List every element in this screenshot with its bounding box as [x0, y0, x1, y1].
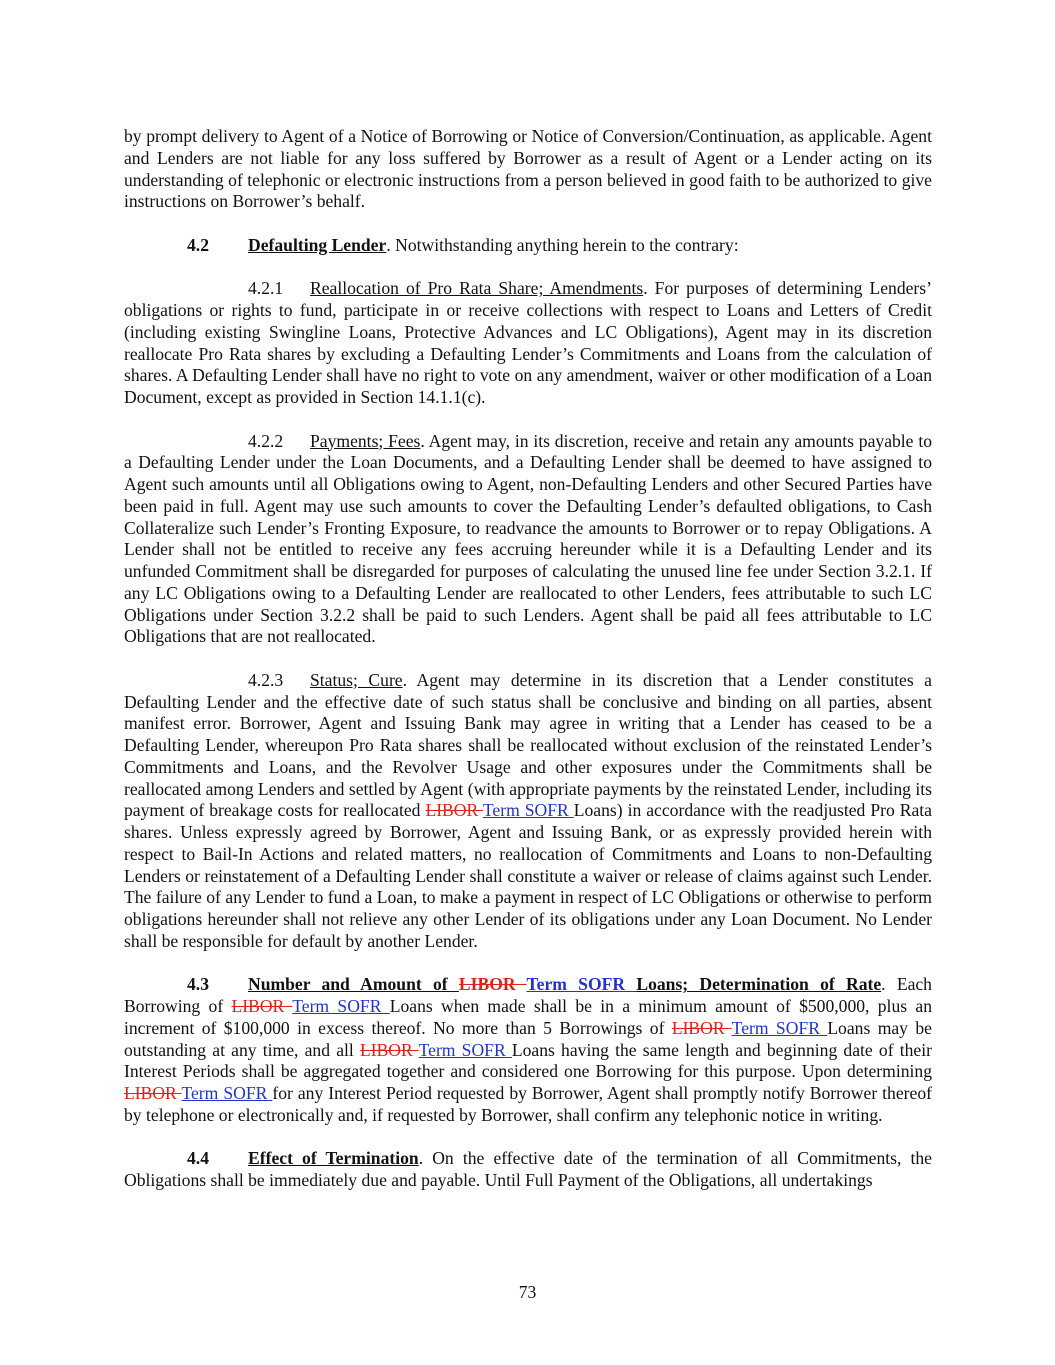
section-number: 4.3: [187, 974, 209, 995]
section-4-2-3: [124, 670, 932, 953]
inserted-title-text: Term SOFR: [526, 974, 637, 995]
inserted-text: Term SOFR: [731, 1017, 828, 1038]
subsection-title: Payments; Fees: [310, 430, 421, 451]
section-title: Number and Amount of: [248, 974, 459, 995]
section-text: for any Interest Period requested by Borrower, Agent shall promptly notify Borrower thereof by telephone or electronically and, if requested by Borrower, shall confirm any telephonic notice in writing.: [124, 1083, 932, 1125]
deleted-text: LIBOR: [231, 996, 293, 1016]
section-title: Defaulting Lender: [248, 234, 387, 255]
subsection-title: Reallocation of Pro Rata Share; Amendments: [310, 278, 644, 299]
section-text: . Notwithstanding anything herein to the contrary:: [386, 234, 739, 255]
subsection-text: . Agent may determine in its discretion that a Lender constitutes a Defaulting Lender and the effective date of such status shall be conclusive and binding on all parties, absent manifest error. Borrower, Agent and Issuing Bank may agree in writing that a Lender has ceased to be a Defaulting Lender, whereupon Pro Rata shares shall be reallocated without exclusion of the reinstated Lender’s Commitments and Loans, and the Revolver Usage and other exposures under the Commitments shall be reallocated among Lenders and settled by Agent (with appropriate payments by the reinstated Lender, including its payment of breakage costs for reallocated: [124, 669, 932, 821]
section-title: Loans; Determination of Rate: [636, 974, 882, 995]
inserted-text: Term SOFR: [292, 996, 390, 1016]
subsection-text: . For purposes of determining Lenders’ obligations or rights to fund, participate in or receive collections with respect to Loans and Letters of Credit (including existing Swingline Loans, Protective Advances and LC Obligations), Agent may in its discretion reallocate Pro Rata shares by excluding a Defaulting Lender’s Commitments and Loans from the calculation of shares. A Defaulting Lender shall have no right to vote on any amendment, waiver or other modification of a Loan Document, except as provided in Section 14.1.1(c).: [124, 278, 932, 407]
deleted-text: LIBOR: [671, 1017, 732, 1038]
section-4-2-2: [124, 431, 932, 649]
deleted-title-text: LIBOR: [458, 974, 527, 995]
subsection-number: 4.2.3: [248, 669, 284, 690]
section-4-2-1: [124, 278, 932, 409]
subsection-text: . Agent may, in its discretion, receive and retain any amounts payable to a Defaulting Lender under the Loan Documents, and a Defaulting Lender shall be deemed to have assigned to Agent such amounts until all Obligations owing to Agent, non-Defaulting Lenders and other Secured Parties have been paid in full. Agent may use such amounts to cover the Defaulting Lender’s defaulted obligations, to Cash Collateralize such Lender’s Fronting Exposure, to readvance the amounts to Borrower or to repay Obligations. A Lender shall not be entitled to receive any fees accruing hereunder while it is a Defaulting Lender and its unfunded Commitment shall be disregarded for purposes of calculating the unused line fee under Section 3.2.1. If any LC Obligations owing to a Defaulting Lender are reallocated to other Lenders, fees attributable to such LC Obligations under Section 3.2.2 shall be paid to such Lenders. Agent shall be paid all fees attributable to LC Obligations that are not reallocated.: [124, 430, 933, 647]
inserted-text: Term SOFR: [482, 800, 574, 821]
section-title: Effect of Termination: [248, 1148, 419, 1169]
section-text: . On the effective date of the termination of all Commitments, the Obligations shall be immediately due and payable. Until Full Payment of the Obligations, all undertakings: [124, 1148, 932, 1190]
subsection-text: Loans) in accordance with the readjusted Pro Rata shares. Unless expressly agreed by Borrower, Agent and Issuing Bank, or as expressly provided herein with respect to Bail-In Actions and related matters, no reallocation of Commitments and Loans to non-Defaulting Lenders or reinstatement of a Defaulting Lender shall constitute a waiver or release of claims against such Lender. The failure of any Lender to fund a Loan, to make a payment in respect of LC Obligations or otherwise to perform obligations hereunder shall not relieve any other Lender of its obligations under any Loan Document. No Lender shall be responsible for default by another Lender.: [124, 800, 932, 951]
deleted-text: LIBOR: [124, 1083, 182, 1103]
document-body: [124, 126, 932, 1214]
section-text: Loans when made shall be in a minimum amount of $500,000, plus an increment of $100,000 in excess thereof. No more than 5 Borrowings of: [124, 996, 932, 1038]
section-4-2-heading: [124, 235, 932, 257]
section-text: Loans may be outstanding at any time, and all: [124, 1017, 932, 1060]
section-4-4: [124, 1148, 932, 1192]
section-text: Loans having the same length and beginning date of their Interest Periods shall be aggregated together and considered one Borrowing for this purpose. Upon determining: [124, 1039, 932, 1082]
paragraph-continuation: [124, 126, 932, 213]
section-number: 4.4: [187, 1148, 209, 1169]
subsection-number: 4.2.1: [248, 278, 284, 299]
paragraph-text: by prompt delivery to Agent of a Notice of Borrowing or Notice of Conversion/Continuation, as applicable. Agent and Lenders are not liable for any loss suffered by Borrower as a result of Agent or a Lender acting on its understanding of telephonic or electronic instructions from a person believed in good faith to be authorized to give instructions on Borrower’s behalf.: [124, 126, 932, 212]
inserted-text: Term SOFR: [181, 1083, 273, 1103]
section-4-3: [124, 974, 932, 1126]
deleted-text: LIBOR: [425, 800, 483, 821]
page-number: 73: [518, 1282, 537, 1302]
deleted-text: LIBOR: [359, 1039, 419, 1060]
subsection-title: Status; Cure: [310, 669, 403, 690]
subsection-number: 4.2.2: [248, 430, 284, 451]
section-text: . Each Borrowing of: [124, 974, 932, 1016]
inserted-text: Term SOFR: [418, 1039, 512, 1060]
section-number: 4.2: [187, 234, 209, 255]
